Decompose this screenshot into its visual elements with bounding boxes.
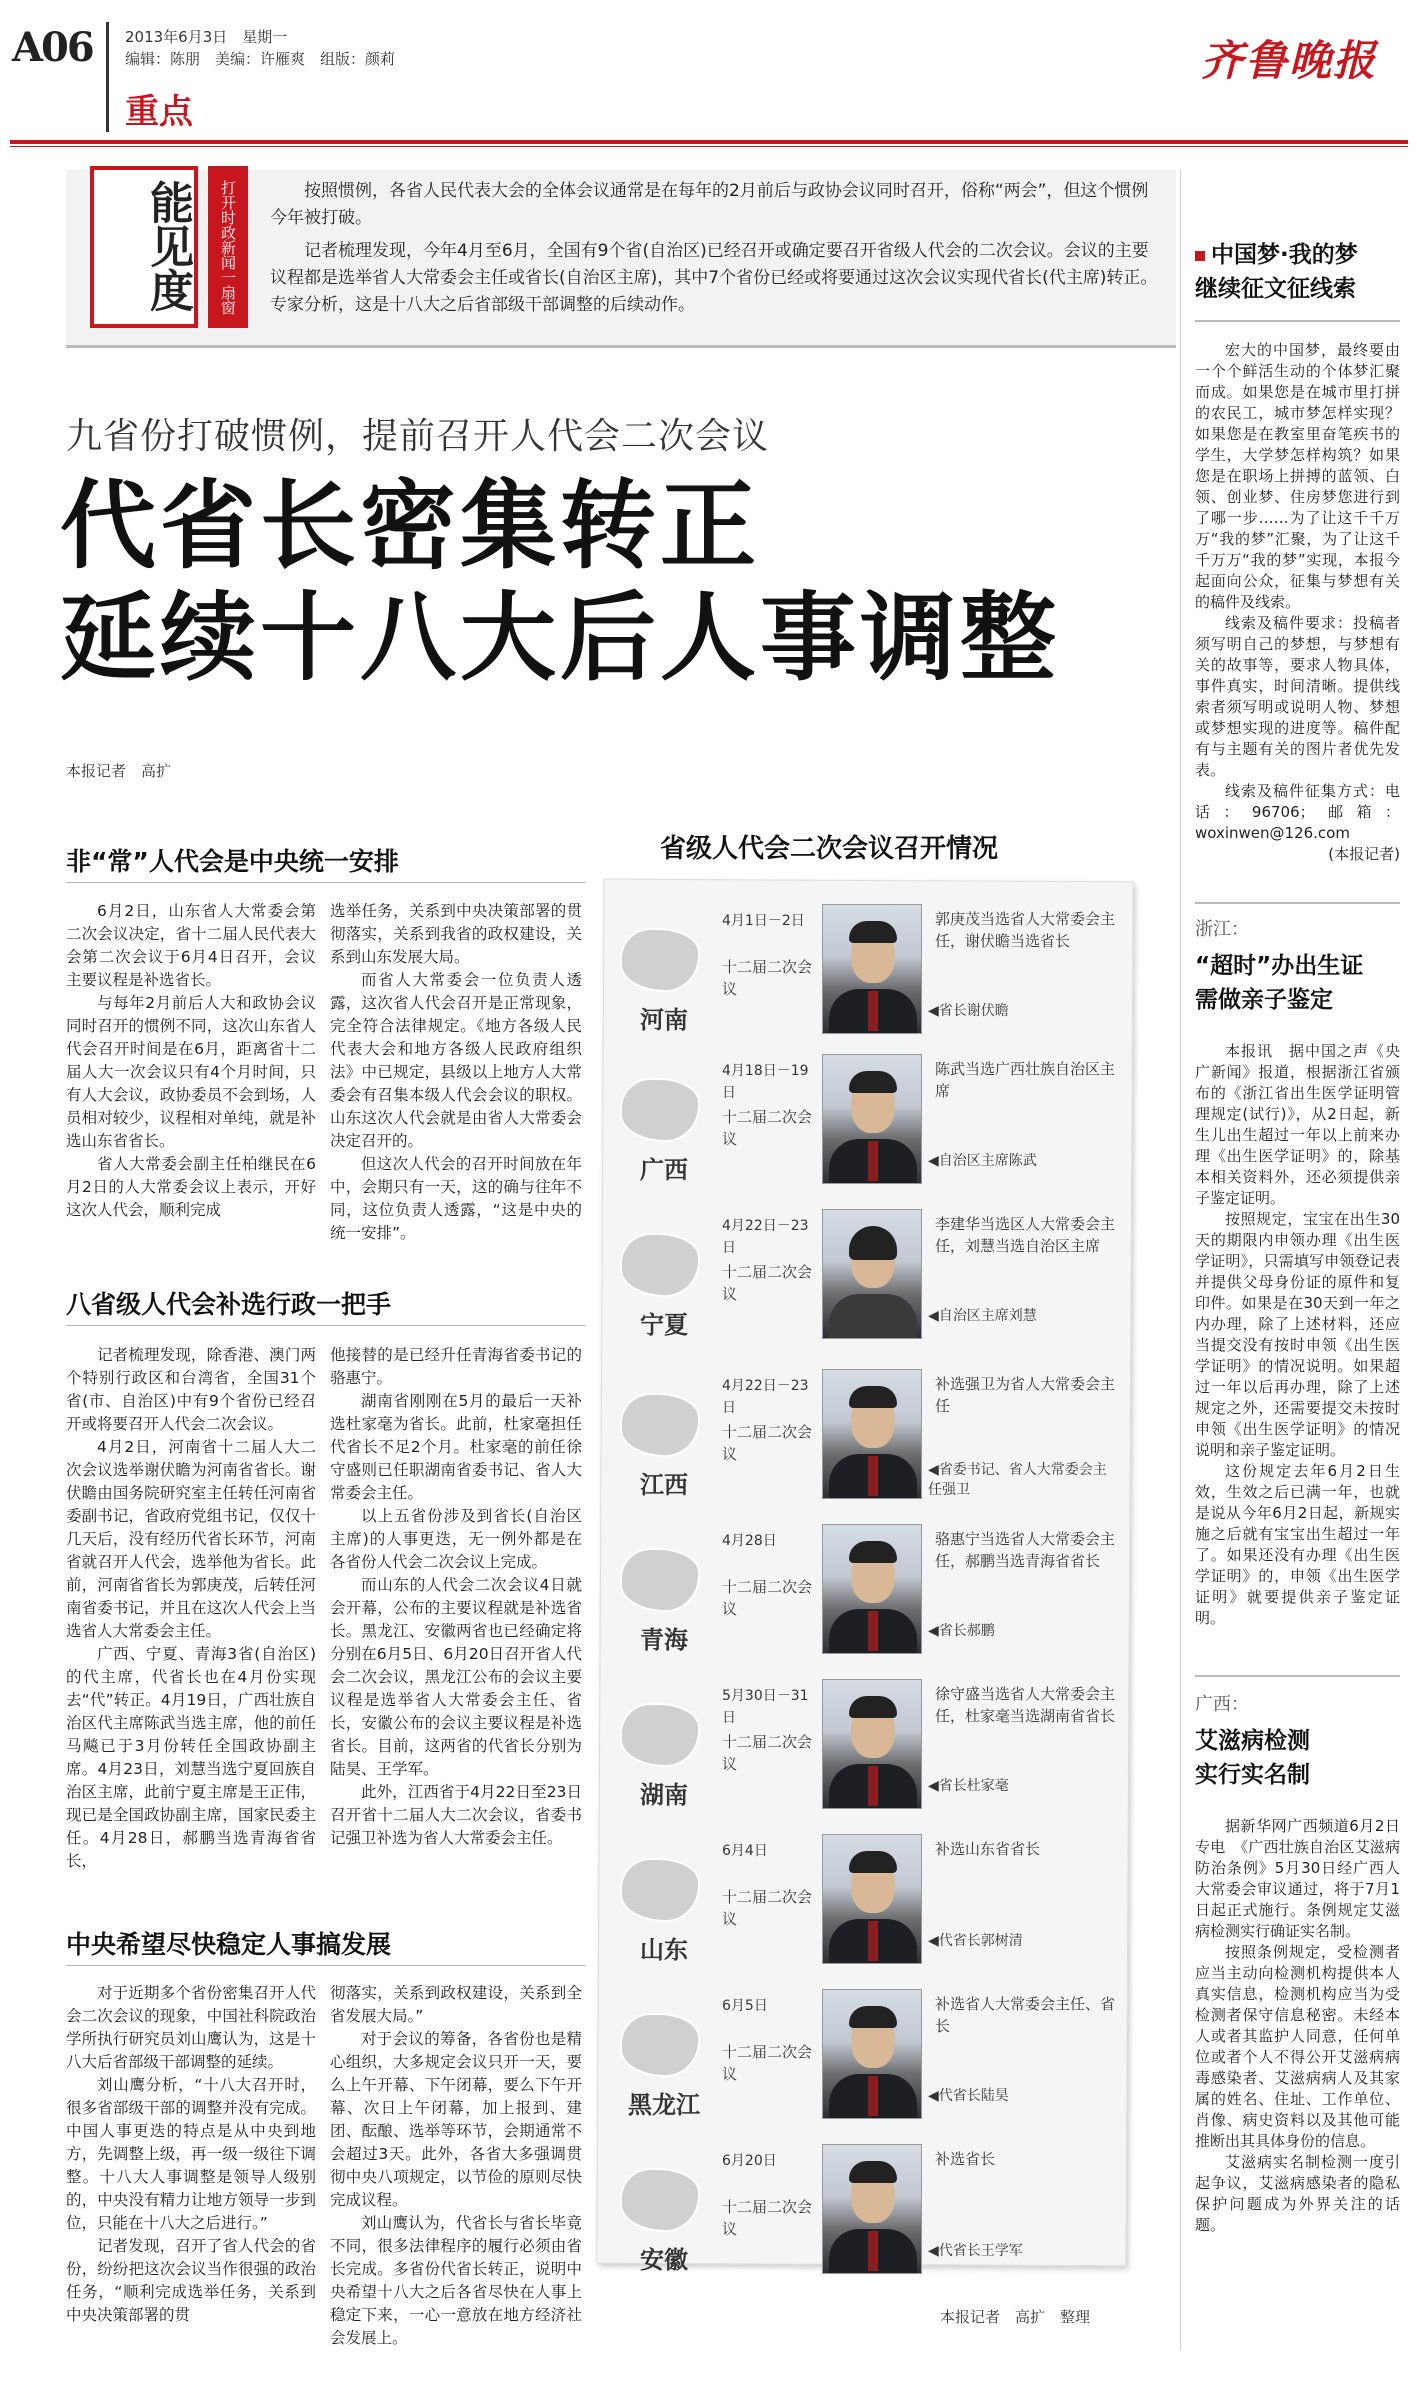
- table-row: [610, 2140, 1120, 2285]
- photo-caption: ◀省委书记、省人大常委会主任强卫: [928, 1462, 1107, 1498]
- section-heading-1: 非“常”人代会是中央统一安排: [66, 847, 399, 876]
- result-text: 徐守盛当选省人大常委会主任，杜家毫当选湖南省省长: [935, 1685, 1116, 1725]
- sidebar-title: 艾滋病检测: [1195, 1728, 1310, 1754]
- sidebar-body: [1195, 340, 1400, 865]
- session-dates: 6月5日: [722, 1998, 768, 2014]
- province-map: [620, 1703, 700, 1767]
- paragraph: 而山东的人代会二次会议4日就会开幕，公布的主要议程就是补选省长。黑龙江、安徽两省也已经确定将分别在6月5日、6月20日召开省人代会二次会议，黑龙江公布的会议主要议程是选举省人大常委会主任、省长，安徽公布的会议主要议程是补选省长。目前，这两省的代省长分别为陆昊、王学军。: [330, 1576, 582, 1778]
- session-dates: 4月22日－23日: [722, 1378, 809, 1416]
- header-rule-thin: [10, 146, 1408, 147]
- paragraph: 对于会议的筹备，各省份也是精心组织，大多规定会议只开一天，要么上午开幕、下午闭幕，要么下午开幕、次日上午闭幕，加上报到、建团、酝酿、选举等环节，会期通常不会超过3天。此外，各省大多强调贯彻中央八项规定，以节俭的原则尽快完成议程。: [330, 2030, 582, 2209]
- sidebar-body: [1195, 1816, 1400, 2236]
- section-title: 重点: [125, 92, 193, 132]
- result-text: 补选山东省省长: [935, 1840, 1041, 1858]
- section-rule: [66, 882, 586, 883]
- article-column: [66, 1982, 316, 2327]
- portrait-photo: [822, 904, 922, 1034]
- province-name: 江西: [640, 1471, 688, 1499]
- sidebar-title: 中国梦·我的梦: [1195, 238, 1400, 272]
- paragraph: 线索及稿件征集方式：电话：96706；邮箱：woxinwen@126.com: [1195, 782, 1400, 842]
- photo-caption: ◀代省长陆昊: [928, 2088, 1009, 2104]
- sidebar-title: 需做亲子鉴定: [1195, 987, 1333, 1013]
- paragraph: 艾滋病实名制检测一度引起争议，艾滋病感染者的隐私保护问题成为外界关注的话题。: [1195, 2153, 1400, 2234]
- article-column: [66, 1344, 316, 1873]
- paragraph: 线索及稿件要求：投稿者须写明自己的梦想，与梦想有关的故事等，要求人物具体，事件真实，时间清晰。提供线索者须写明或说明人物、梦想或梦想实现的进度等。稿件配有与主题有关的图片者优先发表。: [1195, 614, 1400, 779]
- paragraph: 据新华网广西频道6月2日专电 《广西壮族自治区艾滋病防治条例》5月30日经广西人大常委会审议通过，将于7月1日起正式施行。条例规定艾滋病检测实行确证实名制。: [1195, 1817, 1400, 1940]
- section-rule: [66, 1325, 586, 1326]
- table-credit: 本报记者 高扩 整理: [940, 2308, 1091, 2326]
- result-text: 李建华当选区人大常委会主任，刘慧当选自治区主席: [935, 1215, 1116, 1255]
- paragraph: 湖南省刚刚在5月的最后一天补选杜家毫为省长。此前，杜家毫担任代省长不足2个月。杜家毫的前任徐守盛则已任职湖南省委书记、省人大常委会主任。: [330, 1392, 582, 1502]
- sidebar-block-dream: [1195, 238, 1400, 865]
- portrait-photo: [822, 1524, 922, 1654]
- table-row: [610, 1365, 1120, 1510]
- session-dates: 4月1日－2日: [722, 913, 805, 929]
- table-row: [610, 1830, 1120, 1975]
- session-name: 十二届二次会议: [722, 1578, 813, 1618]
- session-name: 十二届二次会议: [722, 1263, 813, 1303]
- session-name: 十二届二次会议: [722, 2198, 813, 2238]
- intro-paragraph: 按照惯例，各省人民代表大会的全体会议通常是在每年的2月前后与政协会议同时召开，俗称“两会”，但这个惯例今年被打破。: [270, 181, 1149, 228]
- province-name: 山东: [640, 1936, 688, 1964]
- main-headline: [60, 470, 1060, 694]
- sidebar-title: “超时”办出生证: [1195, 953, 1364, 979]
- province-map: [620, 1233, 700, 1297]
- table-row: [610, 1675, 1120, 1820]
- sidebar-title: 继续征文征线索: [1195, 276, 1356, 302]
- article-column: [330, 900, 582, 1245]
- sidebar-credit: (本报记者): [1328, 845, 1400, 863]
- photo-caption: ◀自治区主席陈武: [928, 1153, 1037, 1169]
- paragraph: 此外，江西省于4月22日至23日召开省十二届人大二次会议，省委书记强卫补选为省人大常委会主任。: [330, 1783, 582, 1847]
- header-rule: [10, 140, 1408, 144]
- column-badge: [90, 166, 250, 336]
- badge-slogan: 打开时政新闻一扇窗: [208, 166, 248, 328]
- province-name: 宁夏: [640, 1311, 688, 1339]
- paragraph: 本报讯 据中国之声《央广新闻》报道，根据浙江省颁布的《浙江省出生医学证明管理规定(试行)》，从2日起，新生儿出生超过一年以上前来办理《出生医学证明》的，除基本相关资料外，还必须提供亲子鉴定证明。: [1195, 1042, 1400, 1207]
- session-dates: 6月20日: [722, 2153, 777, 2169]
- paragraph: 这份规定去年6月2日生效，生效之后已满一年，也就是说从今年6月2日起，新规实施之后就有宝宝出生超过一年了。如果还没有办理《出生医学证明》的，申领《出生医学证明》就要提供亲子鉴定证明。: [1195, 1462, 1400, 1627]
- article-column: [330, 1344, 582, 1850]
- photo-caption: ◀自治区主席刘慧: [928, 1308, 1037, 1324]
- date-line: 2013年6月3日 星期一: [125, 28, 288, 46]
- paragraph: 但这次人代会的召开时间放在年中，会期只有一天，这的确与往年不同，这位负责人透露，“这是中央的统一安排”。: [330, 1155, 582, 1242]
- paragraph: 彻落实，关系到政权建设，关系到全省发展大局。”: [330, 1984, 582, 2025]
- table-row: [610, 1520, 1120, 1665]
- byline: 本报记者 高扩: [66, 762, 172, 780]
- table-row: [610, 1985, 1120, 2130]
- province-map: [620, 1548, 700, 1612]
- section-heading-3: 中央希望尽快稳定人事搞发展: [66, 1930, 392, 1959]
- paragraph: 对于近期多个省份密集召开人代会二次会议的现象，中国社科院政治学所执行研究员刘山鹰认为，这是十八大后省部级干部调整的延续。: [66, 1984, 316, 2071]
- badge-title: 能见度: [142, 180, 193, 312]
- kicker-headline: 九省份打破惯例，提前召开人代会二次会议: [66, 416, 770, 457]
- article-column: [66, 900, 316, 1222]
- photo-caption: ◀代省长王学军: [928, 2243, 1023, 2259]
- session-name: 十二届二次会议: [722, 1888, 813, 1928]
- paragraph: 按照规定，宝宝在出生30天的期限内申领办理《出生医学证明》，只需填写申领登记表并提供父母身份证的原件和复印件。如果是在30天到一年之内办理，除了上述材料，还应当提交没有按时申领《出生医学证明》的情况说明。如果超过一年以后再办理，除了上述规定之外，还需要提交未按时申领《出生医学证明》的情况说明和亲子鉴定证明。: [1195, 1210, 1400, 1459]
- badge-frame: [90, 166, 198, 328]
- page-number: A06: [12, 24, 93, 71]
- intro-paragraph: 记者梳理发现，今年4月至6月，全国有9个省(自治区)已经召开或确定要召开省级人代会的二次会议。会议的主要议程都是选举省人大常委会主任或省长(自治区主席)，其中7个省份已经或将要通过这次会议实现代省长(代主席)转正。专家分析，这是十八大之后省部级干部调整的后续动作。: [270, 241, 1158, 315]
- session-name: 十二届二次会议: [722, 1423, 813, 1463]
- province-name: 广西: [640, 1156, 688, 1184]
- paragraph: 与每年2月前后人大和政协会议同时召开的惯例不同，这次山东省人代会召开时间是在6月，距离省十二届人大一次会议只有4个月时间，只有人大会议，政协委员不会到场，人员相对较少，议程相对单纯，就是补选山东省省长。: [66, 994, 316, 1150]
- header-divider: [106, 22, 109, 132]
- region-tag: 广西：: [1195, 1694, 1249, 1715]
- editor-line: 编辑：陈朋 美编：许雁爽 组版：颜莉: [125, 50, 396, 68]
- headline-line-2: 延续十八大后人事调整: [60, 582, 1060, 694]
- photo-caption: ◀省长郝鹏: [928, 1623, 995, 1639]
- province-map: [620, 2013, 700, 2077]
- session-dates: 5月30日－31日: [722, 1688, 809, 1726]
- session-name: 十二届二次会议: [722, 1108, 813, 1148]
- photo-caption: ◀省长谢伏瞻: [928, 1003, 1009, 1019]
- province-name: 湖南: [640, 1781, 688, 1809]
- paragraph: 广西、宁夏、青海3省(自治区)的代主席，代省长也在4月份实现去“代”转正。4月19日，广西壮族自治区代主席陈武当选主席，他的前任马飚已于3月份转任全国政协副主席。4月23日，刘慧当选宁夏回族自治区主席，此前宁夏主席是王正伟，现已是全国政协副主席，国家民委主任。4月28日，郝鹏当选青海省省长，: [66, 1645, 316, 1870]
- province-map: [620, 1858, 700, 1922]
- session-dates: 6月4日: [722, 1843, 768, 1859]
- sidebar-divider: [1180, 170, 1181, 2350]
- session-name: 十二届二次会议: [722, 958, 813, 998]
- portrait-photo: [822, 1369, 922, 1499]
- session-name: 十二届二次会议: [722, 1733, 813, 1773]
- paragraph: 按照条例规定，受检测者应当主动向检测机构提供本人真实信息，检测机构应当为受检测者保守信息秘密。未经本人或者其监护人同意，任何单位或者个人不得公开艾滋病病毒感染者、艾滋病病人及其家属的姓名、住址、工作单位、肖像、病史资料以及其他可能推断出其具体身份的信息。: [1195, 1943, 1400, 2150]
- session-dates: 4月22日－23日: [722, 1218, 809, 1256]
- result-text: 补选省人大常委会主任、省长: [935, 1995, 1116, 2035]
- province-map: [620, 2168, 700, 2232]
- result-text: 补选强卫为省人大常委会主任: [935, 1375, 1116, 1415]
- paragraph: 刘山鹰分析，“十八大召开时，很多省部级干部的调整并没有完成。中国人事更迭的特点是从中央到地方，先调整上级，再一级一级往下调整。十八大人事调整是领导人级别的，中央没有精力让地方领导一步到位，只能在十八大之后进行。”: [66, 2076, 316, 2232]
- table-row: [610, 1050, 1120, 1195]
- portrait-photo: [822, 1679, 922, 1809]
- newspaper-logo: 齐鲁晚报: [1200, 36, 1377, 85]
- portrait-photo: [822, 1989, 922, 2119]
- province-map: [620, 1393, 700, 1457]
- table-title: 省级人代会二次会议召开情况: [660, 834, 999, 864]
- paragraph: 记者梳理发现，除香港、澳门两个特别行政区和台湾省，全国31个省(市、自治区)中有9个省份已经召开或将要召开人代会二次会议。: [66, 1346, 316, 1433]
- article-column: [330, 1982, 582, 2350]
- intro-text: [270, 178, 1165, 325]
- province-map: [620, 928, 700, 992]
- sidebar-rule: [1195, 1675, 1400, 1677]
- sidebar-block-zhejiang: [1195, 915, 1400, 1629]
- table-row: [610, 1205, 1120, 1350]
- sidebar-body: [1195, 1041, 1400, 1629]
- sidebar-title: 实行实名制: [1195, 1762, 1310, 1788]
- section-heading-2: 八省级人代会补选行政一把手: [66, 1290, 392, 1319]
- sidebar-block-guangxi: [1195, 1690, 1400, 2236]
- portrait-photo: [822, 2144, 922, 2274]
- sidebar-rule: [1195, 320, 1400, 322]
- section-rule: [66, 1965, 586, 1966]
- paragraph: 而省人大常委会一位负责人透露，这次省人代会召开是正常现象，完全符合法律规定。《地方各级人民代表大会和地方各级人民政府组织法》中已规定，县级以上地方人大常委会有召集本级人代会会议的职权。山东这次人代会就是由省人大常委会决定召开的。: [330, 971, 582, 1150]
- session-dates: 4月28日: [722, 1533, 777, 1549]
- result-text: 郭庚茂当选省人大常委会主任，谢伏瞻当选省长: [935, 910, 1116, 950]
- province-name: 河南: [640, 1006, 688, 1034]
- table-row: [610, 900, 1120, 1045]
- bullet-square-icon: [1195, 251, 1205, 261]
- province-name: 青海: [640, 1626, 688, 1654]
- paragraph: 以上五省份涉及到省长(自治区主席)的人事更迭，无一例外都是在各省份人代会二次会议上完成。: [330, 1507, 582, 1571]
- province-name: 黑龙江: [628, 2091, 700, 2119]
- photo-caption: ◀代省长郭树清: [928, 1933, 1023, 1949]
- result-text: 补选省长: [935, 2150, 996, 2168]
- photo-caption: ◀省长杜家毫: [928, 1778, 1009, 1794]
- province-map: [620, 1078, 700, 1142]
- region-tag: 浙江：: [1195, 919, 1249, 940]
- paragraph: 4月2日，河南省十二届人大二次会议选举谢伏瞻为河南省省长。谢伏瞻由国务院研究室主任转任河南省委副书记，省政府党组书记，仅仅十几天后，没有经历代省长环节，河南省就召开人代会，选举他为省长。此前，河南省省长为郭庚茂，后转任河南省委书记，并且在这次人代会上当选省人大常委会主任。: [66, 1438, 316, 1640]
- paragraph: 宏大的中国梦，最终要由一个个鲜活生动的个体梦汇聚而成。如果您是在城市里打拼的农民工，城市梦怎样实现？如果您是在教室里奋笔疾书的学生，大学梦怎样构筑？如果您是在职场上拼搏的蓝领、白领、创业梦、住房梦您进行到了哪一步……为了让这千千万万“我的梦”汇聚，为了让这千千万万“我的梦”实现，本报今起面向公众，征集与梦想有关的稿件及线索。: [1195, 341, 1400, 611]
- session-name: 十二届二次会议: [722, 2043, 813, 2083]
- headline-line-1: 代省长密集转正: [60, 470, 760, 582]
- sidebar-rule: [1195, 902, 1400, 904]
- paragraph: 6月2日，山东省人大常委会第二次会议决定，省十二届人民代表大会第二次会议于6月4日召开，会议主要议程是补选省长。: [66, 902, 316, 989]
- session-dates: 4月18日－19日: [722, 1063, 809, 1101]
- paragraph: 选举任务，关系到中央决策部署的贯彻落实，关系到我省的政权建设，关系到山东发展大局。: [330, 902, 582, 966]
- result-text: 骆惠宁当选省人大常委会主任，郝鹏当选青海省省长: [935, 1530, 1116, 1570]
- portrait-photo: [822, 1054, 922, 1184]
- header-meta: [125, 26, 395, 70]
- portrait-photo: [822, 1834, 922, 1964]
- paragraph: 记者发现，召开了省人代会的省份，纷纷把这次会议当作很强的政治任务，“顺利完成选举任务，关系到中央决策部署的贯: [66, 2237, 316, 2324]
- province-name: 安徽: [640, 2246, 688, 2274]
- paragraph: 刘山鹰认为，代省长与省长毕竟不同，很多法律程序的履行必须由省长完成。多省份代省长转正，说明中央希望十八大之后各省尽快在人事上稳定下来，一心一意放在地方经济社会发展上。: [330, 2214, 582, 2347]
- result-text: 陈武当选广西壮族自治区主席: [935, 1060, 1116, 1100]
- paragraph: 他接替的是已经升任青海省委书记的骆惠宁。: [330, 1346, 582, 1387]
- portrait-photo: [822, 1209, 922, 1339]
- paragraph: 省人大常委会副主任柏继民在6月2日的人大常委会议上表示，开好这次人代会，顺利完成: [66, 1155, 316, 1219]
